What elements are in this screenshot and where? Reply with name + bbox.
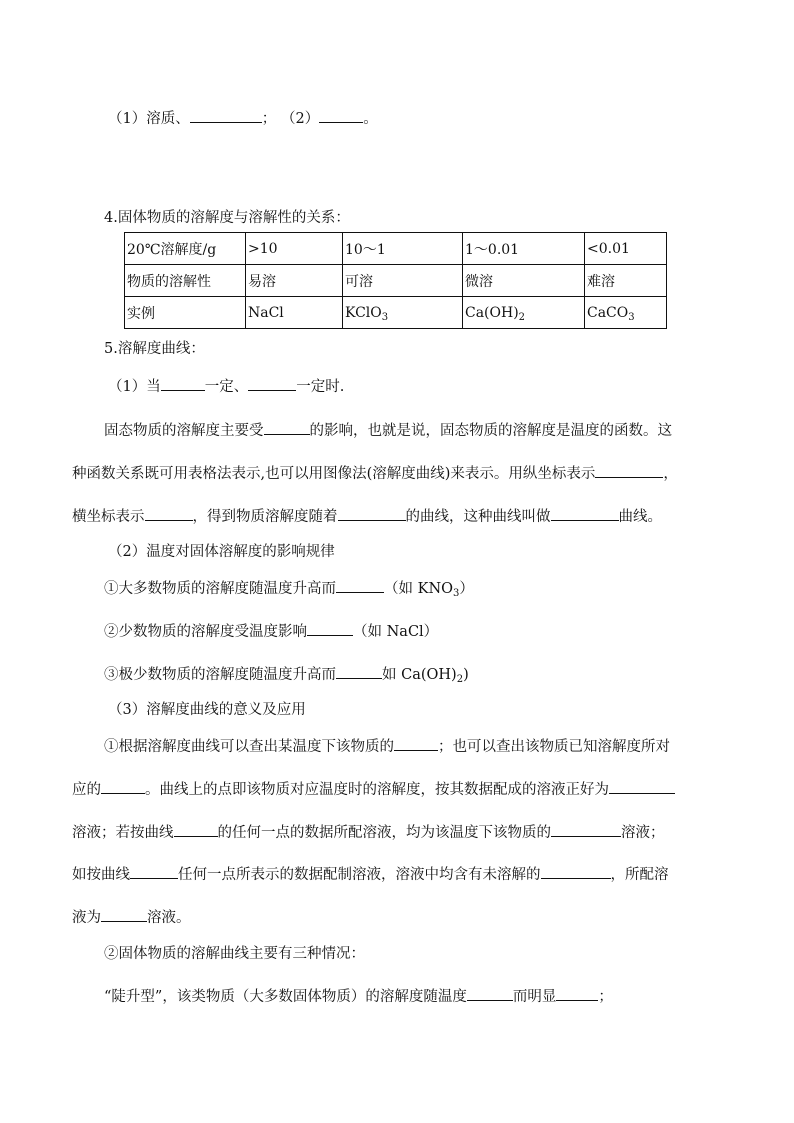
blank[interactable] [319, 108, 363, 123]
blank[interactable] [467, 986, 513, 1001]
solubility-table [124, 232, 667, 329]
table-cell: NaCl [246, 297, 343, 329]
para-line: 应的 。曲线上的点即该物质对应温度时的溶解度，按其数据配成的溶液正好为 [72, 779, 675, 800]
blank[interactable] [174, 822, 218, 837]
table-cell: >10 [246, 233, 343, 265]
para-line: ①根据溶解度曲线可以查出某温度下该物质的 ；也可以查出该物质已知溶解度所对 [104, 736, 670, 757]
para-line: ②少数物质的溶解度受温度影响 （如 NaCl） [104, 621, 438, 642]
blank[interactable] [551, 506, 619, 521]
blank[interactable] [248, 376, 296, 391]
blank[interactable] [145, 506, 193, 521]
table-cell: 易溶 [246, 265, 343, 297]
table-cell: <0.01 [585, 233, 667, 265]
blank[interactable] [541, 864, 611, 879]
blank[interactable] [130, 864, 178, 879]
blank[interactable] [264, 420, 310, 435]
para-line: （1）当 一定、 一定时. [108, 376, 344, 397]
table-cell: 20℃溶解度/g [125, 233, 246, 265]
para-line: ③极少数物质的溶解度随温度升高而 如 $Ca(OH)_2$) [104, 664, 469, 685]
blank[interactable] [190, 108, 262, 123]
table-cell: 1～0.01 [463, 233, 585, 265]
blank[interactable] [307, 621, 353, 636]
section-4-title: 4.固体物质的溶解度与溶解性的关系： [104, 210, 350, 226]
table-cell: CaCO$_3$ [585, 297, 667, 329]
blank[interactable] [556, 986, 598, 1001]
blank[interactable] [336, 664, 382, 679]
section-5-title: 5.溶解度曲线： [104, 341, 205, 357]
table-cell: KClO$_3$ [343, 297, 463, 329]
table-cell: 物质的溶解性 [125, 265, 246, 297]
para-line: 固态物质的溶解度主要受 的影响，也就是说，固态物质的溶解度是温度的函数。这 [104, 420, 672, 441]
blank[interactable] [101, 907, 147, 922]
table-cell: $Ca(OH)_2$ [463, 297, 585, 329]
table-cell: 可溶 [343, 265, 463, 297]
blank[interactable] [338, 506, 406, 521]
para-line: 种函数关系既可用表格法表示,也可以用图像法(溶解度曲线)来表示。用纵坐标表示 ， [72, 463, 678, 484]
blank[interactable] [551, 822, 621, 837]
table-row [125, 265, 667, 297]
table-cell: 难溶 [585, 265, 667, 297]
para-line: 横坐标表示 ，得到物质溶解度随着 的曲线，这种曲线叫做 曲线。 [72, 506, 662, 527]
para-line: （2）温度对固体溶解度的影响规律 [108, 544, 335, 560]
blank[interactable] [336, 578, 384, 593]
blank[interactable] [161, 376, 205, 391]
para-line: ①大多数物质的溶解度随温度升高而 （如 $KNO_3$） [104, 578, 474, 599]
para-line: “陡升型”，该类物质（大多数固体物质）的溶解度随温度 而明显 ； [104, 986, 613, 1007]
table-cell: 微溶 [463, 265, 585, 297]
q1-line: （1）溶质、 ； （2） 。 [108, 108, 378, 129]
para-line: 溶液；若按曲线 的任何一点的数据所配溶液，均为该温度下该物质的 溶液； [72, 822, 665, 843]
para-line: ②固体物质的溶解曲线主要有三种情况： [104, 946, 365, 962]
table-cell: 实例 [125, 297, 246, 329]
table-row [125, 233, 667, 265]
table-cell: 10～1 [343, 233, 463, 265]
para-line: 如按曲线 任何一点所表示的数据配制溶液，溶液中均含有未溶解的 ，所配溶 [72, 864, 669, 885]
blank[interactable] [609, 779, 675, 794]
para-line: 液为 溶液。 [72, 907, 191, 928]
blank[interactable] [101, 779, 145, 794]
table-row [125, 297, 667, 329]
blank[interactable] [595, 463, 663, 478]
blank[interactable] [394, 736, 438, 751]
para-line: （3）溶解度曲线的意义及应用 [108, 702, 306, 718]
